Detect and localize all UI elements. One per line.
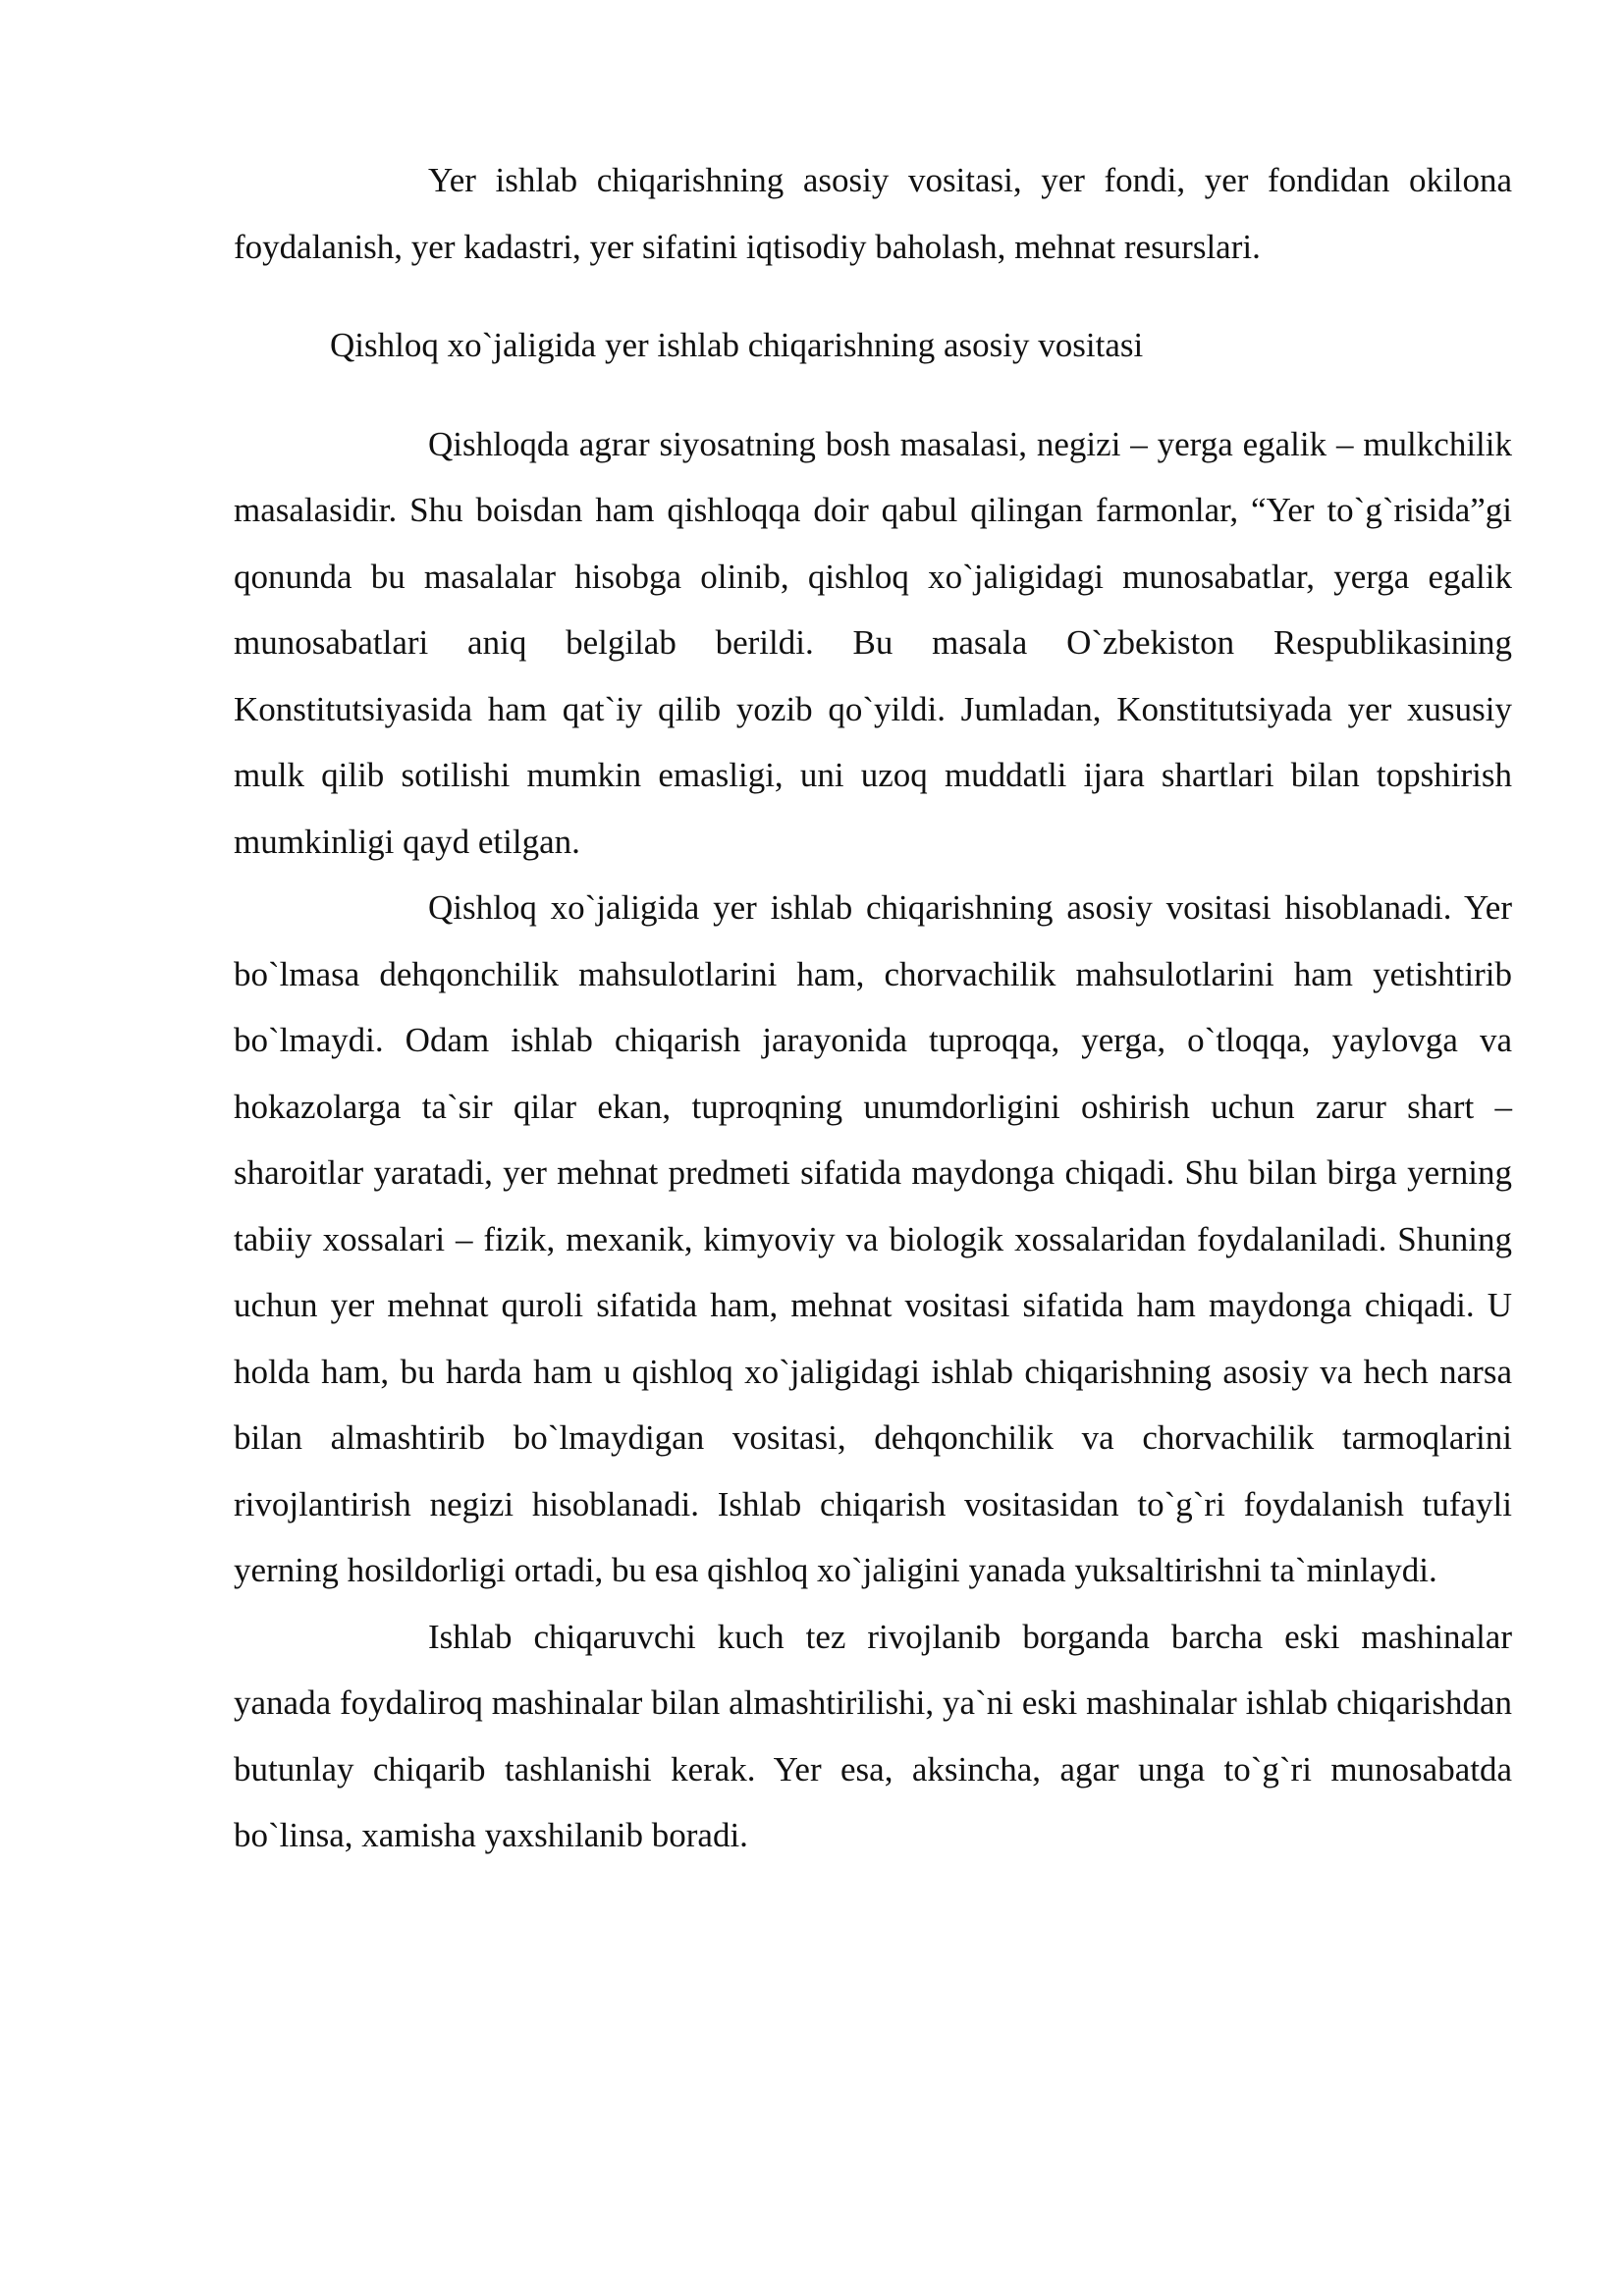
body-paragraph: Ishlab chiqaruvchi kuch tez rivojlanib borganda barcha eski mashinalar yanada foydaliroq mashinalar bilan almashtirilishi, ya`ni eski mashinalar ishlab chiqarishdan butunlay chiqarib tashlanishi kerak. Yer esa, aksincha, agar unga to`g`ri munosabatda bo`linsa, xamisha yaxshilanib boradi. [234,1617,1512,1854]
body-paragraph: Qishloq xo`jaligida yer ishlab chiqarishning asosiy vositasi hisoblanadi. Yer bo`lmasa dehqonchilik mahsulotlarini ham, chorvachilik mahsulotlarini ham yetishtirib bo`lmaydi. Odam ishlab chiqarish jarayonida tuproqqa, yerga, o`tloqqa, yaylovga va hokazolarga ta`sir qilar ekan, tuproqning unumdorligini oshirish uchun zarur shart – sharoitlar yaratadi, yer mehnat predmeti sifatida maydonga chiqadi. Shu bilan birga yerning tabiiy xossalari – fizik, mexanik, kimyoviy va biologik xossalaridan foydalaniladi. Shuning uchun yer mehnat quroli sifatida ham, mehnat vositasi sifatida ham maydonga chiqadi. U holda ham, bu harda ham u qishloq xo`jaligidagi ishlab chiqarishning asosiy va hech narsa bilan almashtirib bo`lmaydigan vositasi, dehqonchilik va chorvachilik tarmoqlarini rivojlantirish negizi hisoblanadi. Ishlab chiqarish vositasidan to`g`ri foydalanish tufayli yerning hosildorligi ortadi, bu esa qishloq xo`jaligini yanada yuksaltirishni ta`minlaydi. [234,888,1512,1589]
keywords-paragraph: Yer ishlab chiqarishning asosiy vositasi, yer fondi, yer fondidan okilona foydalanish, yer kadastri, yer sifatini iqtisodiy baholash, mehnat resurslari. [234,161,1512,266]
document-body [234,147,1512,1869]
body-paragraph: Qishloqda agrar siyosatning bosh masalasi, negizi – yerga egalik – mulkchilik masalasidir. Shu boisdan ham qishloqqa doir qabul qilingan farmonlar, “Yer to`g`risida”gi qonunda bu masalalar hisobga olinib, qishloq xo`jaligidagi munosabatlar, yerga egalik munosabatlari aniq belgilab berildi. Bu masala O`zbekiston Respublikasining Konstitutsiyasida ham qat`iy qilib yozib qo`yildi. Jumladan, Konstitutsiyada yer xususiy mulk qilib sotilishi mumkin emasligi, uni uzoq muddatli ijara shartlari bilan topshirish mumkinligi qayd etilgan. [234,424,1512,861]
section-heading: Qishloq xo`jaligida yer ishlab chiqarishning asosiy vositasi [330,326,1144,364]
